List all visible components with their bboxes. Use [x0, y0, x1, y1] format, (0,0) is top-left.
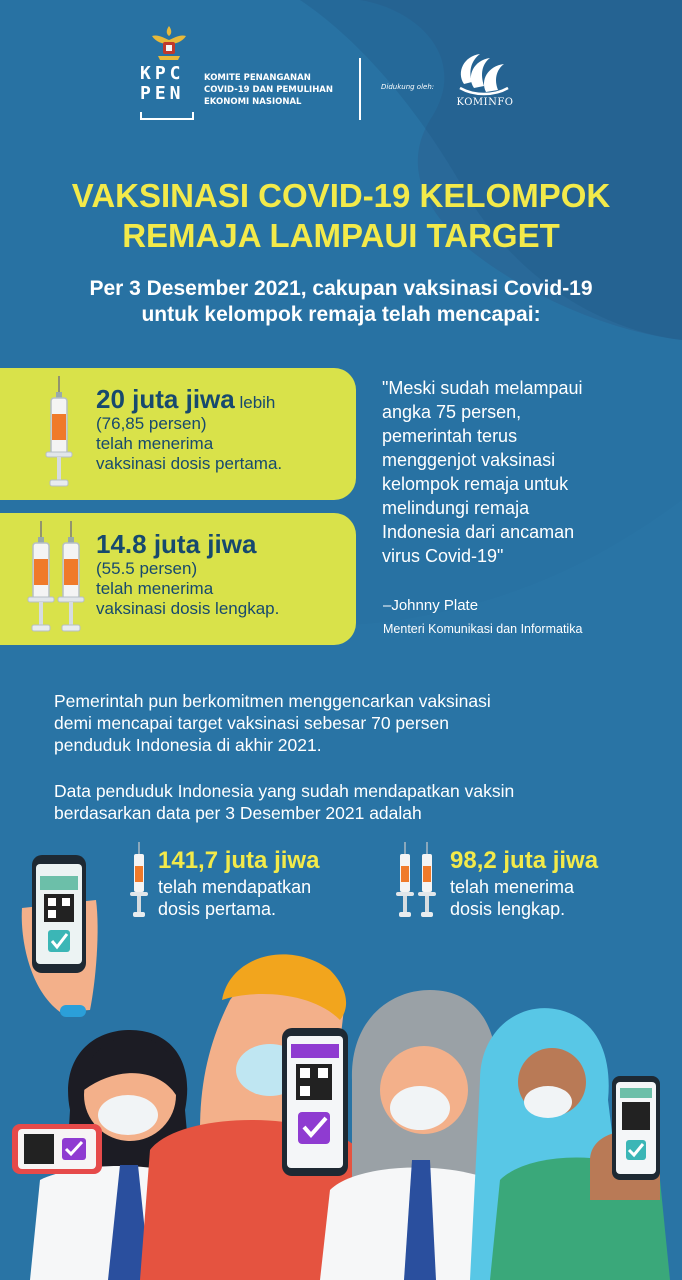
stat-full-dose-line1: telah menerima — [96, 579, 214, 598]
total-first-dose-line2: dosis pertama. — [158, 899, 277, 919]
main-title — [0, 176, 682, 256]
stat-card-first-dose — [0, 368, 356, 500]
quote-author-role: Menteri Komunikasi dan Informatika — [383, 622, 583, 636]
quote-author: –Johnny Plate — [383, 597, 479, 614]
kpcpen-wordmark — [140, 64, 200, 104]
quote-line: melindungi remaja — [382, 498, 530, 518]
supported-by-label: Didukung oleh: — [381, 83, 435, 91]
kpcpen-line1: KPC — [140, 63, 185, 84]
title-line2: REMAJA LAMPAUI TARGET — [122, 217, 560, 254]
total-first-dose-value: 141,7 juta jiwa — [158, 847, 320, 874]
population-data-paragraph — [54, 780, 654, 824]
syringe-icon — [416, 842, 438, 922]
committee-line: EKONOMI NASIONAL — [204, 97, 302, 107]
stat-card-full-dose — [0, 513, 356, 645]
quote-line: Indonesia dari ancaman — [382, 522, 575, 542]
total-first-dose-line1: telah mendapatkan — [158, 877, 312, 897]
title-line1: VAKSINASI COVID-19 KELOMPOK — [71, 177, 611, 214]
stat-first-dose-suffix: lebih — [239, 393, 276, 412]
header — [0, 0, 682, 140]
header-divider — [359, 58, 361, 120]
kominfo-logo-icon — [450, 48, 516, 98]
subtitle — [0, 276, 682, 328]
phone-center — [282, 1028, 348, 1176]
total-full-dose-line2: dosis lengkap. — [450, 899, 566, 919]
syringe-icon — [54, 521, 88, 639]
stat-full-dose-line2: vaksinasi dosis lengkap. — [96, 599, 280, 618]
quote-line: menggenjot vaksinasi — [382, 450, 556, 470]
syringe-icon — [394, 842, 416, 922]
phone-left-top — [22, 855, 98, 1017]
total-full-dose-value: 98,2 juta jiwa — [450, 847, 599, 874]
stat-first-dose-line2: vaksinasi dosis pertama. — [96, 454, 283, 473]
committee-line: COVID-19 DAN PEMULIHAN — [204, 85, 333, 95]
stat-full-dose-percent: (55.5 persen) — [96, 559, 198, 578]
paragraph-line: penduduk Indonesia di akhir 2021. — [54, 735, 322, 755]
phone-left-bottom — [12, 1124, 102, 1174]
subtitle-line2: untuk kelompok remaja telah mencapai: — [141, 303, 541, 326]
total-full-dose-line1: telah menerima — [450, 877, 575, 897]
quote-line: angka 75 persen, — [382, 402, 522, 422]
quote-line: pemerintah terus — [382, 426, 518, 446]
stat-first-dose-line1: telah menerima — [96, 434, 214, 453]
total-first-dose — [158, 846, 319, 920]
stat-first-dose-text — [96, 384, 352, 474]
paragraph-line: Pemerintah pun berkomitmen menggencarkan vaksinasi — [54, 691, 491, 711]
syringe-icon — [24, 521, 58, 639]
paragraph-line: Data penduduk Indonesia yang sudah mendapatkan vaksin — [54, 781, 515, 801]
quote-line: "Meski sudah melampaui — [382, 378, 583, 398]
subtitle-line1: Per 3 Desember 2021, cakupan vaksinasi Covid-19 — [89, 277, 593, 300]
quote-line: virus Covid-19" — [382, 546, 504, 566]
commitment-paragraph — [54, 690, 654, 756]
kpcpen-bracket — [140, 112, 194, 120]
total-full-dose — [450, 846, 598, 920]
stat-first-dose-percent: (76,85 persen) — [96, 414, 207, 433]
committee-name — [204, 72, 364, 108]
committee-line: KOMITE PENANGANAN — [204, 73, 311, 83]
minister-quote — [382, 376, 672, 568]
syringe-icon — [42, 376, 76, 494]
stat-full-dose-text — [96, 529, 352, 619]
kominfo-label: KOMINFO — [456, 97, 514, 108]
kpcpen-line2: PEN — [140, 83, 185, 104]
paragraph-line: berdasarkan data per 3 Desember 2021 adalah — [54, 803, 422, 823]
quote-line: kelompok remaja untuk — [382, 474, 569, 494]
garuda-emblem-icon — [148, 22, 190, 64]
paragraph-line: demi mencapai target vaksinasi sebesar 70 persen — [54, 713, 449, 733]
stat-full-dose-value: 14.8 juta jiwa — [96, 529, 257, 559]
stat-first-dose-value: 20 juta jiwa — [96, 384, 235, 414]
syringe-icon — [128, 842, 150, 922]
